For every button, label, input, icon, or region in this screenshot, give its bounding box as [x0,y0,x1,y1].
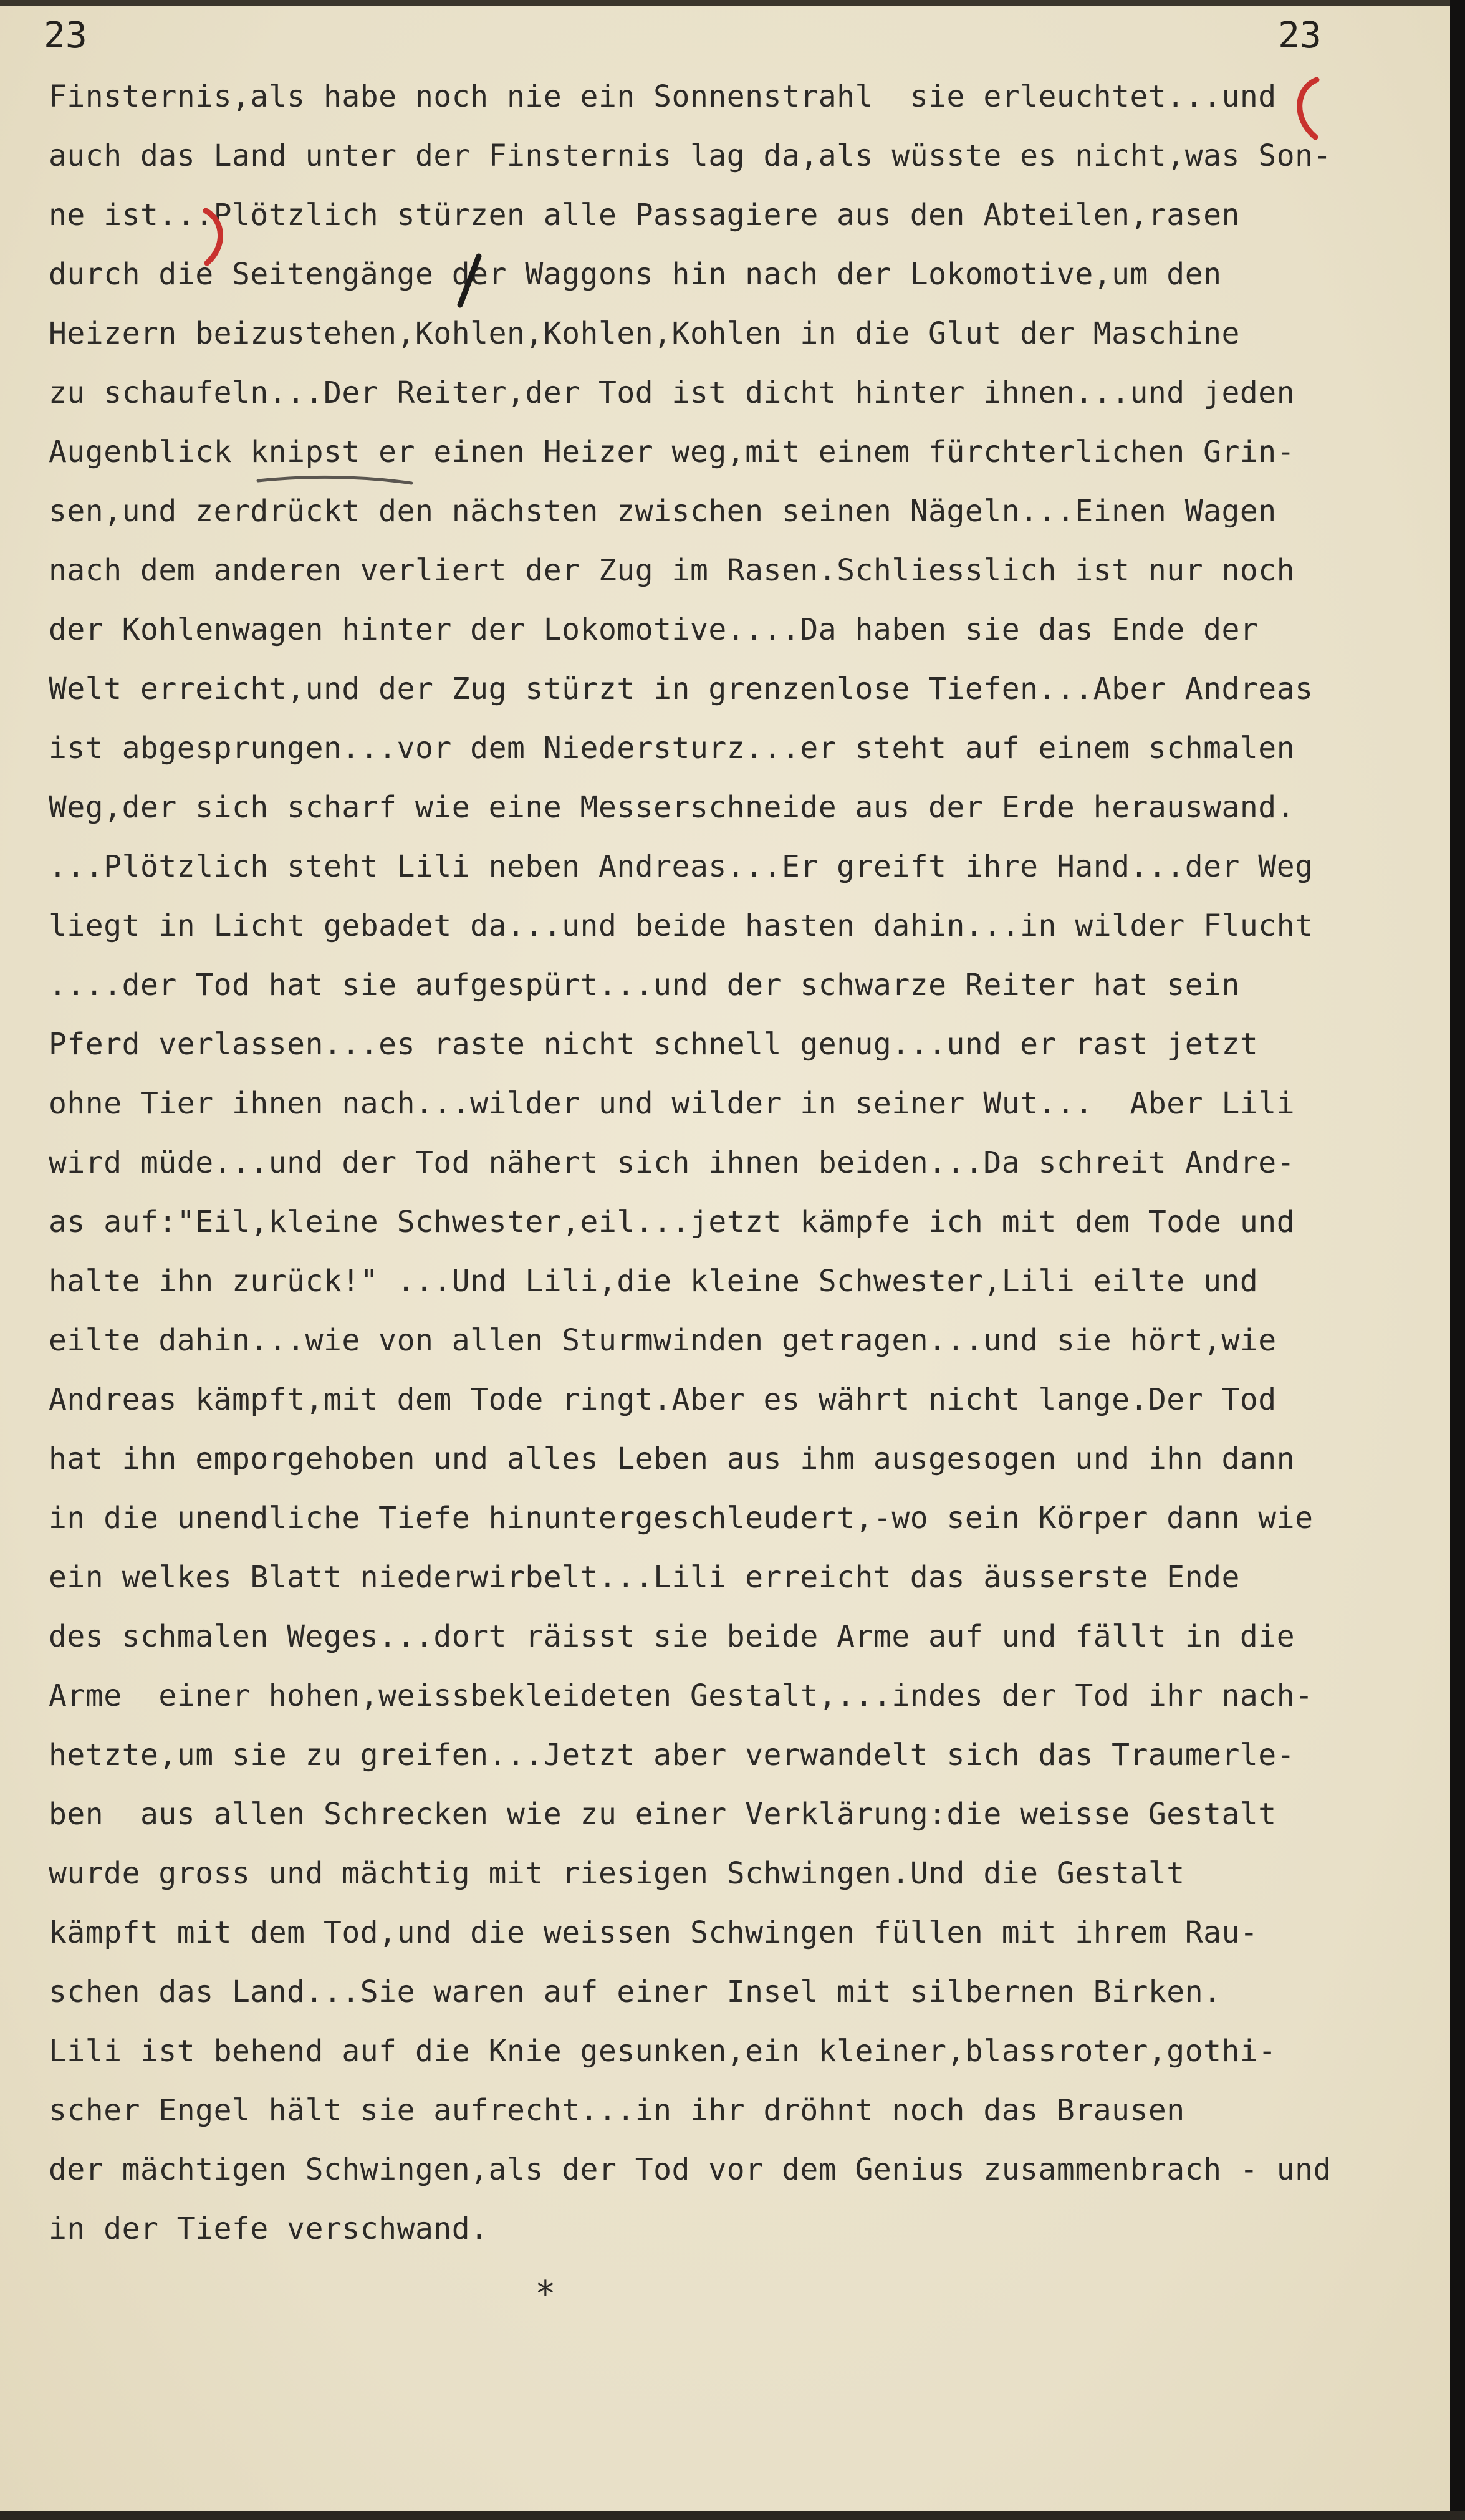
text-line: der Kohlenwagen hinter der Lokomotive....Da haben sie das Ende der [49,612,1259,647]
text-line: ist abgesprungen...vor dem Niedersturz...er steht auf einem schmalen [49,731,1295,766]
text-line: kämpft mit dem Tod,und die weissen Schwingen füllen mit ihrem Rau- [49,1915,1259,1950]
text-line: ne ist...Plötzlich stürzen alle Passagiere aus den Abteilen,rasen [49,198,1240,233]
text-line: sen,und zerdrückt den nächsten zwischen seinen Nägeln...Einen Wagen [49,494,1277,529]
text-line: as auf:"Eil,kleine Schwester,eil...jetzt kämpfe ich mit dem Tode und [49,1205,1295,1239]
scan-edge-top [0,0,1465,6]
text-line: liegt in Licht gebadet da...und beide hasten dahin...in wilder Flucht [49,908,1314,943]
text-line: ohne Tier ihnen nach...wilder und wilder in seiner Wut... Aber Lili [49,1086,1295,1121]
text-line: wurde gross und mächtig mit riesigen Schwingen.Und die Gestalt [49,1856,1185,1891]
text-line: Heizern beizustehen,Kohlen,Kohlen,Kohlen in die Glut der Maschine [49,316,1240,351]
text-line: des schmalen Weges...dort räisst sie beide Arme auf und fällt in die [49,1619,1295,1654]
text-line: zu schaufeln...Der Reiter,der Tod ist dicht hinter ihnen...und jeden [49,375,1295,410]
text-line: Welt erreicht,und der Zug stürzt in grenzenlose Tiefen...Aber Andreas [49,671,1314,706]
scan-edge-right [1450,0,1465,2520]
text-line: Pferd verlassen...es raste nicht schnell genug...und er rast jetzt [49,1027,1259,1062]
footer-asterisk: * [535,2274,557,2314]
text-line: Andreas kämpft,mit dem Tode ringt.Aber es währt nicht lange.Der Tod [49,1382,1277,1417]
text-line: in der Tiefe verschwand. [49,2211,489,2246]
text-line: ....der Tod hat sie aufgespürt...und der schwarze Reiter hat sein [49,968,1240,1003]
text-line: scher Engel hält sie aufrecht...in ihr dröhnt noch das Brausen [49,2093,1185,2128]
text-line: wird müde...und der Tod nähert sich ihnen beiden...Da schreit Andre- [49,1145,1295,1180]
text-line: in die unendliche Tiefe hinuntergeschleudert,-wo sein Körper dann wie [49,1501,1314,1536]
text-line: hat ihn emporgehoben und alles Leben aus ihm ausgesogen und ihn dann [49,1441,1295,1476]
text-line: ein welkes Blatt niederwirbelt...Lili erreicht das äusserste Ende [49,1560,1240,1595]
page-number-right: 23 [1278,14,1322,56]
text-line: ben aus allen Schrecken wie zu einer Verklärung:die weisse Gestalt [49,1797,1277,1832]
page-number-left: 23 [44,14,87,56]
text-line: der mächtigen Schwingen,als der Tod vor dem Genius zusammenbrach - und [49,2152,1332,2187]
text-line: Arme einer hohen,weissbekleideten Gestalt,...indes der Tod ihr nach- [49,1678,1314,1713]
text-line: nach dem anderen verliert der Zug im Rasen.Schliesslich ist nur noch [49,553,1295,588]
text-line: auch das Land unter der Finsternis lag da,als wüsste es nicht,was Son- [49,138,1332,173]
text-line: Finsternis,als habe noch nie ein Sonnenstrahl sie erleuchtet...und [49,79,1277,114]
text-line: halte ihn zurück!" ...Und Lili,die kleine Schwester,Lili eilte und [49,1264,1259,1299]
text-line: eilte dahin...wie von allen Sturmwinden getragen...und sie hört,wie [49,1323,1277,1358]
text-line: Weg,der sich scharf wie eine Messerschneide aus der Erde herauswand. [49,790,1295,825]
text-line: schen das Land...Sie waren auf einer Insel mit silbernen Birken. [49,1974,1222,2009]
text-line: Augenblick knipst er einen Heizer weg,mit einem fürchterlichen Grin- [49,435,1295,469]
scan-edge-bottom [0,2511,1465,2520]
text-line: ...Plötzlich steht Lili neben Andreas...Er greift ihre Hand...der Weg [49,849,1314,884]
text-line: Lili ist behend auf die Knie gesunken,ein kleiner,blassroter,gothi- [49,2034,1277,2069]
text-line: hetzte,um sie zu greifen...Jetzt aber verwandelt sich das Traumerle- [49,1738,1295,1772]
text-line: durch die Seitengänge der Waggons hin nach der Lokomotive,um den [49,257,1222,292]
